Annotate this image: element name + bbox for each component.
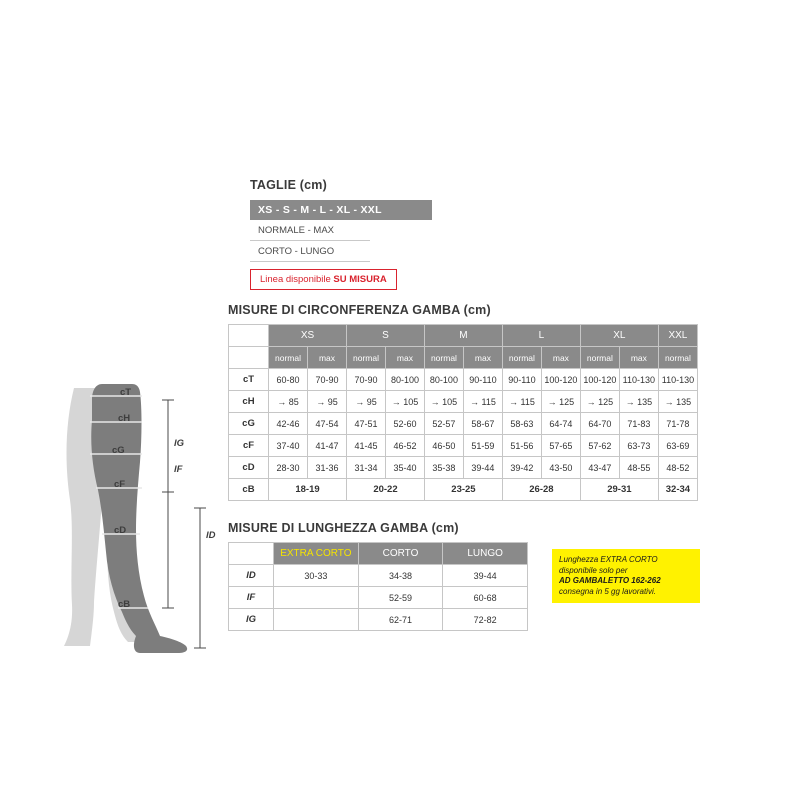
cell: 18-19 — [269, 479, 347, 501]
cell: 90-110 — [502, 369, 541, 391]
row-label-lG: lG — [229, 609, 274, 631]
row-label-lF: lF — [229, 587, 274, 609]
table-row — [229, 369, 698, 391]
cell: 41-45 — [346, 435, 385, 457]
taglie-block — [250, 178, 550, 290]
cell: → 135 — [619, 391, 658, 413]
figure-label-cT: cT — [120, 387, 132, 398]
cell: 43-50 — [541, 457, 580, 479]
lunghezza-header-lungo: LUNGO — [443, 543, 528, 565]
note-line-1: Lunghezza EXTRA CORTO — [559, 555, 658, 564]
lunghezza-header-row — [229, 543, 528, 565]
cell: 70-90 — [308, 369, 347, 391]
leg-diagram-svg — [56, 380, 226, 660]
cell: 52-57 — [424, 413, 463, 435]
taglie-row-normale: NORMALE - MAX — [250, 220, 370, 241]
cell: → 105 — [385, 391, 424, 413]
figure-label-cH: cH — [118, 413, 131, 424]
cell: 64-70 — [580, 413, 619, 435]
subheader-8: normal — [580, 347, 619, 369]
figure-label-cB: cB — [118, 599, 131, 610]
cell: 43-47 — [580, 457, 619, 479]
lunghezza-title: MISURE DI LUNGHEZZA GAMBA (cm) — [228, 521, 459, 535]
note-line-2: disponibile solo per — [559, 565, 628, 575]
cell: → 85 — [269, 391, 308, 413]
cell: 60-80 — [269, 369, 308, 391]
lunghezza-header-corto: CORTO — [358, 543, 443, 565]
cell: 37-40 — [269, 435, 308, 457]
cell — [274, 609, 359, 631]
cell: 57-65 — [541, 435, 580, 457]
cell: 110-130 — [658, 369, 697, 391]
cell: 58-67 — [463, 413, 502, 435]
cell: 34-38 — [358, 565, 443, 587]
lunghezza-body — [229, 565, 528, 631]
cell: → 95 — [308, 391, 347, 413]
subheader-1: max — [308, 347, 347, 369]
cell: 64-74 — [541, 413, 580, 435]
cell: 60-68 — [443, 587, 528, 609]
cell: 35-38 — [424, 457, 463, 479]
cell: 63-73 — [619, 435, 658, 457]
group-header-s: S — [346, 325, 424, 347]
cell: 31-34 — [346, 457, 385, 479]
table-row — [229, 457, 698, 479]
cell — [274, 587, 359, 609]
subheader-2: normal — [346, 347, 385, 369]
cell: 62-71 — [358, 609, 443, 631]
cell: 32-34 — [658, 479, 697, 501]
cell: 47-54 — [308, 413, 347, 435]
cell: → 135 — [658, 391, 697, 413]
table-row — [229, 609, 528, 631]
cell: → 125 — [580, 391, 619, 413]
cell: 28-30 — [269, 457, 308, 479]
su-misura-strong: SU MISURA — [333, 274, 387, 285]
lunghezza-header-extra-corto: EXTRA CORTO — [274, 543, 359, 565]
subheader-4: normal — [424, 347, 463, 369]
cell: 41-47 — [308, 435, 347, 457]
cell: 71-78 — [658, 413, 697, 435]
cell: 26-28 — [502, 479, 580, 501]
cell: 71-83 — [619, 413, 658, 435]
circonferenza-body — [229, 369, 698, 501]
cell: 30-33 — [274, 565, 359, 587]
group-header-l: L — [502, 325, 580, 347]
corner-cell-3 — [229, 543, 274, 565]
foot-shape — [134, 636, 187, 653]
table-row — [229, 587, 528, 609]
figure-label-lG: lG — [174, 438, 185, 449]
circonferenza-table — [228, 324, 698, 501]
row-label-lD: lD — [229, 565, 274, 587]
cell: 35-40 — [385, 457, 424, 479]
cell: 80-100 — [385, 369, 424, 391]
group-header-xs: XS — [269, 325, 347, 347]
circonferenza-block — [228, 303, 698, 501]
cell: 51-56 — [502, 435, 541, 457]
cell: 110-130 — [619, 369, 658, 391]
cell: 31-36 — [308, 457, 347, 479]
row-label-cT: cT — [229, 369, 269, 391]
cell: 72-82 — [443, 609, 528, 631]
group-header-xl: XL — [580, 325, 658, 347]
figure-label-lF: lF — [174, 464, 183, 475]
subheader-7: max — [541, 347, 580, 369]
circonferenza-title: MISURE DI CIRCONFERENZA GAMBA (cm) — [228, 303, 491, 317]
cell: 52-60 — [385, 413, 424, 435]
cell: 90-110 — [463, 369, 502, 391]
cell: 100-120 — [580, 369, 619, 391]
subheader-9: max — [619, 347, 658, 369]
note-line-3: AD GAMBALETTO 162-262 — [559, 576, 661, 586]
su-misura-badge — [250, 269, 397, 290]
taglie-sizes-bar: XS - S - M - L - XL - XXL — [250, 200, 432, 220]
cell: → 125 — [541, 391, 580, 413]
cell: 48-52 — [658, 457, 697, 479]
table-row — [229, 479, 698, 501]
table-row — [229, 565, 528, 587]
cell: 39-44 — [463, 457, 502, 479]
row-label-cF: cF — [229, 435, 269, 457]
cell: 39-42 — [502, 457, 541, 479]
cell: → 115 — [502, 391, 541, 413]
figure-label-lD: lD — [206, 530, 216, 541]
cell: 57-62 — [580, 435, 619, 457]
corner-cell-2 — [229, 347, 269, 369]
leg-diagram — [56, 380, 226, 660]
group-header-m: M — [424, 325, 502, 347]
figure-label-cG: cG — [112, 445, 125, 456]
subheader-6: normal — [502, 347, 541, 369]
su-misura-prefix: Linea disponibile — [260, 274, 334, 285]
row-label-cH: cH — [229, 391, 269, 413]
table-row — [229, 435, 698, 457]
corner-cell — [229, 325, 269, 347]
cell: 42-46 — [269, 413, 308, 435]
note-line-4: consegna in 5 gg lavorativi. — [559, 586, 656, 596]
cell: → 115 — [463, 391, 502, 413]
cell: 29-31 — [580, 479, 658, 501]
cell: 80-100 — [424, 369, 463, 391]
taglie-row-corto: CORTO - LUNGO — [250, 241, 370, 262]
cell: 70-90 — [346, 369, 385, 391]
subheader-5: max — [463, 347, 502, 369]
table-header-subs — [229, 347, 698, 369]
subheader-3: max — [385, 347, 424, 369]
cell: → 105 — [424, 391, 463, 413]
cell: 39-44 — [443, 565, 528, 587]
row-label-cD: cD — [229, 457, 269, 479]
cell: 63-69 — [658, 435, 697, 457]
lunghezza-block — [228, 521, 528, 631]
cell: 51-59 — [463, 435, 502, 457]
cell: 23-25 — [424, 479, 502, 501]
cell: 58-63 — [502, 413, 541, 435]
cell: 52-59 — [358, 587, 443, 609]
cell: 100-120 — [541, 369, 580, 391]
cell: 47-51 — [346, 413, 385, 435]
table-row — [229, 391, 698, 413]
cell: 48-55 — [619, 457, 658, 479]
cell: 46-50 — [424, 435, 463, 457]
row-label-cG: cG — [229, 413, 269, 435]
figure-label-cD: cD — [114, 525, 127, 536]
note-extra-corto — [552, 549, 700, 603]
cell: → 95 — [346, 391, 385, 413]
cell: 20-22 — [346, 479, 424, 501]
table-row — [229, 413, 698, 435]
lunghezza-table — [228, 542, 528, 631]
group-header-xxl: XXL — [658, 325, 697, 347]
cell: 46-52 — [385, 435, 424, 457]
subheader-10: normal — [658, 347, 697, 369]
taglie-title: TAGLIE (cm) — [250, 178, 327, 192]
table-header-groups — [229, 325, 698, 347]
row-label-cB: cB — [229, 479, 269, 501]
figure-label-cF: cF — [114, 479, 126, 490]
subheader-0: normal — [269, 347, 308, 369]
